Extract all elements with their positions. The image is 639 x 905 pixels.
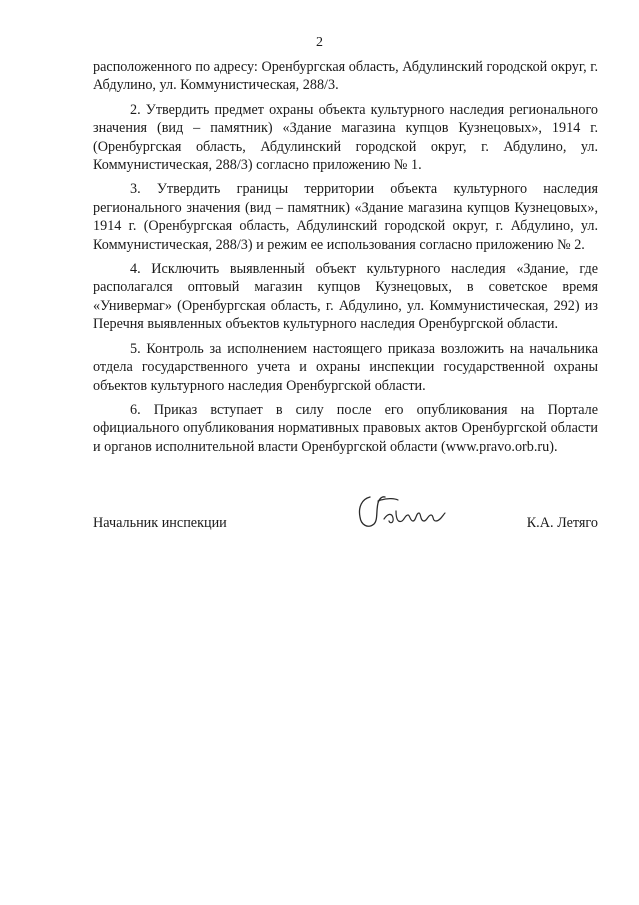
paragraph-continuation: расположенного по адресу: Оренбургская область, Абдулинский городской округ, г. Абдулино, ул. Коммунистическая, 288/3. [93,59,598,94]
document-body [93,58,598,462]
signature-block [93,505,598,545]
paragraph-item-4: 4. Исключить выявленный объект культурного наследия «Здание, где располагался оптовый магазин купцов Кузнецовых, в советское время «Универмаг» (Оренбургская область, г. Абдулино, ул. Коммунистическая, 292) из Перечня выявленных объектов культурного наследия Оренбургской области. [93,261,598,333]
page-number: 2 [316,35,323,50]
signatory-position: Начальник инспекции [93,515,227,531]
paragraph-item-2: 2. Утвердить предмет охраны объекта культурного наследия регионального значения (вид – памятник) «Здание магазина купцов Кузнецовых», 1914 г. (Оренбургская область, Абдулинский городской округ, г. Абдулино, ул. Коммунистическая, 288/3) согласно приложению № 1. [93,101,598,174]
handwritten-signature [348,491,468,535]
paragraph-item-5: 5. Контроль за исполнением настоящего приказа возложить на начальника отдела государственного учета и охраны инспекции государственной охраны объектов культурного наследия Оренбургской области. [93,340,598,394]
signatory-name: К.А. Летяго [526,515,598,531]
paragraph-item-3: 3. Утвердить границы территории объекта культурного наследия регионального значения (вид – памятник) «Здание магазина купцов Кузнецовых», 1914 г. (Оренбургская область, Абдулинский городской округ, г. Абдулино, ул. Коммунистическая, 288/3) и режим ее использования согласно приложению № 2. [93,181,598,253]
paragraph-item-6: 6. Приказ вступает в силу после его опубликования на Портале официального опубликования нормативных правовых актов Оренбургской области и органов исполнительной власти Оренбургской области (www.pravo.orb.ru). [93,401,598,455]
